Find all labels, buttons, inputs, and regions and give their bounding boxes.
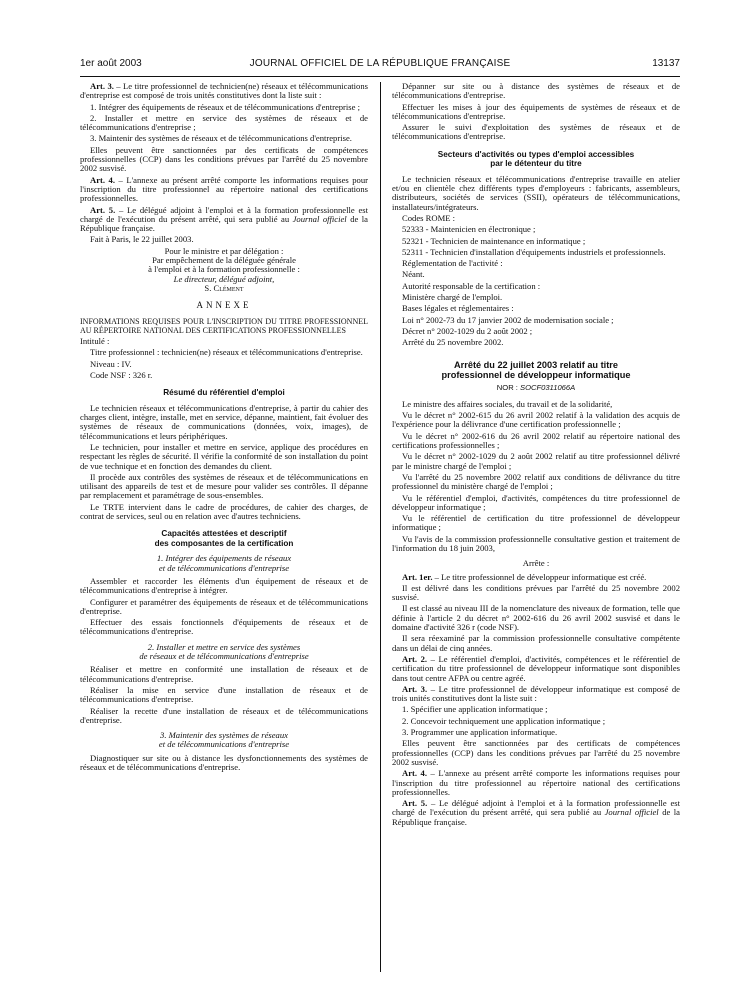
sub3-item: Diagnostiquer sur site ou à distance les dysfonctionnements des systèmes de réseaux et de télécommunications d'entreprise. (80, 752, 368, 773)
header-rule (80, 76, 680, 77)
header-date: 1er août 2003 (80, 58, 142, 69)
art3-item: 2. Installer et mettre en service des systèmes de réseaux et de télécommunications d'entreprise ; (80, 112, 368, 133)
subsection-2-heading: 2. Installer et mettre en service des systèmes de réseaux et de télécommunications d'entreprise (139, 641, 309, 662)
art3-item: 1. Intégrer des équipements de réseaux et de télécommunications d'entreprise ; (90, 101, 361, 112)
art3-item: 3. Maintenir des systèmes de réseaux et de télécommunications d'entreprise. (90, 133, 352, 144)
left-column (80, 82, 368, 774)
resume-paragraph: Le technicien, pour installer et mettre en service, applique des procédures en respectant les règles de sécurité. Il vérifie la conformité de son installation du point de vue technique et en fonction des demandes du client. (80, 442, 368, 471)
signature-line: Par empêchement de la déléguée générale (152, 255, 296, 266)
vu-paragraph: Vu le référentiel de certification du titre professionnel de développeur informatique ; (392, 513, 680, 533)
column-divider (380, 82, 381, 972)
sub2-item: Réaliser et mettre en conformité une installation de réseaux et de télécommunications d'entreprise. (80, 664, 368, 684)
vu-paragraph: Vu l'avis de la commission professionnelle consultative gestion et traitement de l'information du 18 juin 2003, (392, 533, 680, 553)
right-column (392, 82, 680, 829)
a3-item: 2. Concevoir techniquement une application informatique ; (402, 715, 606, 726)
signature-line: Pour le ministre et par délégation : (164, 245, 284, 256)
a3-ccp-paragraph: Elles peuvent être sanctionnées par des certificats de compétences professionnelles (CCP) dans les conditions prévues par l'arrêté du 25 novembre 2002 susvisé. (392, 738, 680, 767)
article-1: Art. 1er. – Le titre professionnel de développeur informatique est créé. (402, 571, 647, 582)
vu-paragraph: Vu l'arrêté du 25 novembre 2002 relatif aux conditions de délivrance du titre professionnel du ministère chargé de l'emploi ; (392, 471, 680, 492)
arrete-word: Arrête : (522, 558, 550, 569)
article-1-paragraph: Il est classé au niveau III de la nomenclature des niveaux de formation, telle que définie à l'article 2 du décret n° 2002-616 du 26 avril 2002 susvisé et dans le domaine d'activité 326 r (code NSF). (392, 603, 680, 633)
article-5-dev: Art. 5. – Le délégué adjoint à l'emploi et à la formation professionnelle est chargé de l'exécution du présent arrêté, qui sera publié au Journal officiel de la République française. (392, 798, 680, 827)
article-3: Art. 3. – Le titre professionnel de technicien(ne) réseaux et télécommunications d'entreprise est composé de trois unités constitutives dont la liste suit : (80, 81, 368, 101)
sub1-item: Effectuer des essais fonctionnels d'équipements de réseaux et de télécommunications d'entreprise. (80, 617, 368, 637)
loi-reference: Loi n° 2002-73 du 17 janvier 2002 de modernisation sociale ; (402, 314, 614, 325)
signature-line: à l'emploi et à la formation professionnelle : (148, 264, 300, 275)
niveau: Niveau : IV. (90, 358, 132, 369)
article-4: Art. 4. – L'annexe au présent arrêté comporte les informations requises pour l'inscription du titre professionnel au répertoire national des certifications professionnelles. (80, 174, 369, 204)
a3-item: 3. Programmer une application informatique. (402, 727, 558, 738)
rome-code: 52321 - Technicien de maintenance en informatique ; (402, 235, 586, 246)
ministere: Ministère chargé de l'emploi. (402, 292, 503, 303)
article-2: Art. 2. – Le référentiel d'emploi, d'activités, compétences et le référentiel de certification du titre professionnel de développeur informatique sont disponibles dans tout centre AFPA ou centre agréé. (392, 653, 680, 683)
vu-paragraph: Vu le décret n° 2002-616 du 26 avril 2002 relatif au répertoire national des certifications professionnelles ; (392, 430, 680, 451)
secteurs-paragraph: Le technicien réseaux et télécommunications d'entreprise travaille en atelier et/ou en clientèle chez différents types d'employeurs : fabricants, assembleurs, distributeurs, sociétés de services (SSII), opérateurs de télécommunications, installateurs/intégrateurs. (392, 173, 680, 212)
resume-heading: Résumé du référentiel d'emploi (163, 388, 285, 398)
arrete-reference: Arrêté du 25 novembre 2002. (402, 337, 504, 348)
page-header (80, 58, 680, 72)
annexe-title: ANNEXE (196, 300, 252, 311)
sub3-item: Assurer le suivi d'exploitation des systèmes de réseaux et de télécommunications d'entreprise. (392, 122, 680, 142)
article-4-dev: Art. 4. – L'annexe au présent arrêté comporte les informations requises pour l'inscription du titre professionnel au répertoire national des certifications professionnelles. (392, 768, 681, 797)
reglementation-label: Réglementation de l'activité : (402, 258, 503, 269)
article-1-paragraph: Il est délivré dans les conditions prévues par l'arrêté du 25 novembre 2002 susvisé. (392, 582, 680, 603)
subsection-1-heading: 1. Intégrer des équipements de réseaux et de télécommunications d'entreprise (156, 553, 292, 573)
header-journal-title: JOURNAL OFFICIEL DE LA RÉPUBLIQUE FRANÇAISE (249, 58, 511, 69)
article-1-paragraph: Il sera réexaminé par la commission professionnelle consultative compétente dans un délai de cinq années. (392, 633, 680, 653)
titre-professionnel: Titre professionnel : technicien(ne) réseaux et télécommunications d'entreprise. (90, 347, 363, 358)
signature-name: S. Clément (204, 282, 244, 293)
bases-label: Bases légales et réglementaires : (402, 303, 514, 314)
sub1-item: Configurer et paramétrer des équipements de réseaux et de télécommunications d'entreprise. (80, 596, 368, 616)
vu-paragraph: Vu le décret n° 2002-615 du 26 avril 2002 relatif à la validation des acquis de l'expérience pour la délivrance d'une certification professionnelle ; (392, 410, 680, 430)
fait-a-paris: Fait à Paris, le 22 juillet 2003. (90, 234, 194, 245)
sub2-item: Réaliser la recette d'une installation de réseaux et de télécommunications d'entreprise. (80, 705, 368, 725)
nor-line: NOR : SOCF0311066A (496, 382, 576, 392)
subsection-3-heading: 3. Maintenir des systèmes de réseaux et de télécommunications d'entreprise (158, 730, 290, 750)
capacites-heading: Capacités attestées et descriptif des composantes de la certification (154, 529, 294, 548)
article-5: Art. 5. – Le délégué adjoint à l'emploi et à la formation professionnelle est chargé de l'exécution du présent arrêté, qui sera publié au Journal officiel de la République française. (80, 204, 368, 234)
arrete-title: Arrêté du 22 juillet 2003 relatif au titre professionnel de développeur informatique (441, 359, 631, 381)
vu-paragraph: Vu le référentiel d'emploi, d'activités, compétences du titre professionnel de développeur informatique ; (392, 492, 680, 512)
neant: Néant. (402, 269, 425, 280)
signature-role: Le directeur, délégué adjoint, (173, 273, 275, 284)
a3-item: 1. Spécifier une application informatique ; (402, 704, 548, 715)
sub3-item: Dépanner sur site ou à distance des systèmes de réseaux et de télécommunications d'entreprise. (392, 81, 680, 101)
resume-paragraph: Le TRTE intervient dans le cadre de procédures, de cahier des charges, de contrat de services, seul ou en relation avec d'autres techniciens. (80, 501, 368, 522)
rome-code: 52311 - Technicien d'installation d'équipements industriels et professionnels. (402, 246, 666, 257)
autorite-label: Autorité responsable de la certification : (402, 280, 541, 291)
resume-paragraph: Il procède aux contrôles des systèmes de réseaux et de télécommunications en utilisant des appareils de test et de mesure pour valider ses contrôles. Il dépanne par remplacement et paramétrage de sous-ensembles. (80, 471, 368, 501)
sub3-item: Effectuer les mises à jour des équipements de systèmes de réseaux et de télécommunications d'entreprise. (392, 101, 680, 121)
vu-paragraph: Vu le décret n° 2002-1029 du 2 août 2002 relatif au titre professionnel délivré par le ministre chargé de l'emploi ; (392, 451, 680, 471)
rome-label: Codes ROME : (402, 212, 455, 223)
minister-line: Le ministre des affaires sociales, du travail et de la solidarité, (402, 398, 613, 409)
header-page-number: 13137 (652, 58, 680, 69)
rome-code: 52333 - Maintenicien en électronique ; (402, 224, 536, 235)
ccp-paragraph: Elles peuvent être sanctionnées par des certificats de compétences professionnelles (CCP) dans les conditions prévues par l'arrêté du 25 novembre 2002 susvisé. (80, 144, 368, 174)
sub1-item: Assembler et raccorder les éléments d'un équipement de réseaux et de télécommunications d'entreprise à intégrer. (80, 575, 368, 596)
article-3-dev: Art. 3. – Le titre professionnel de développeur informatique est composé de trois unités constitutives dont la liste suit : (392, 683, 681, 704)
decret-reference: Décret n° 2002-1029 du 2 août 2002 ; (402, 325, 533, 336)
resume-paragraph: Le technicien réseaux et télécommunications d'entreprise, à partir du cahier des charges client, intègre, installe, met en service, dépanne, maintient, fait évoluer des systèmes de réseaux de communications (données, voix, images), de télécommunications et leurs périphériques. (80, 402, 368, 441)
sub2-item: Réaliser la mise en service d'une installation de réseaux et de télécommunications d'entreprise. (80, 684, 368, 705)
informations-heading: INFORMATIONS REQUISES POUR L'INSCRIPTION DU TITRE PROFESSIONNEL AU RÉPERTOIRE NATIONAL DES CERTIFICATIONS PROFESSIONNELLES (80, 316, 368, 335)
intitule-label: Intitulé : (80, 336, 110, 347)
code-nsf: Code NSF : 326 r. (90, 370, 153, 381)
secteurs-heading: Secteurs d'activités ou types d'emploi accessibles par le détenteur du titre (437, 149, 635, 169)
